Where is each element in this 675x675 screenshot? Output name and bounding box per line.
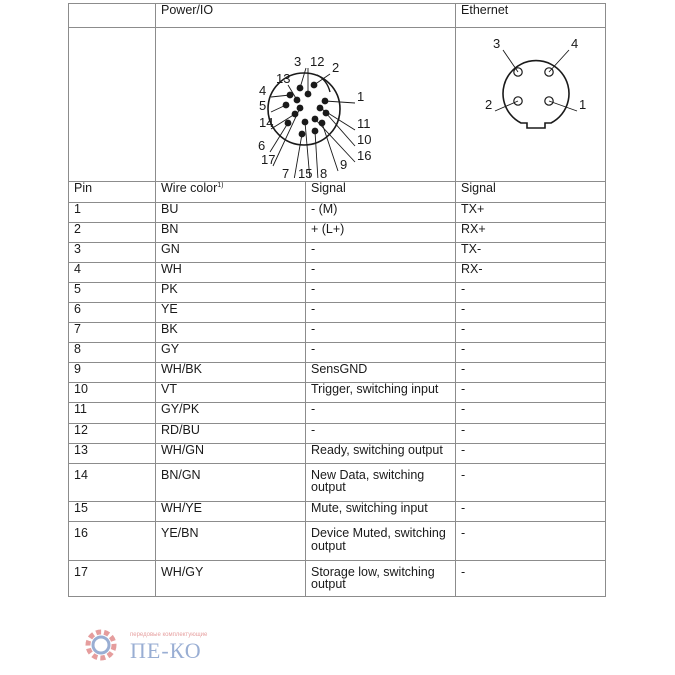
- power-signal-cell: Device Muted, switching output: [306, 522, 456, 561]
- eth-pin-1-label: 1: [579, 97, 587, 112]
- table-row: [69, 323, 606, 343]
- ethernet-signal-cell: -: [456, 282, 606, 302]
- ethernet-signal-cell: -: [456, 502, 606, 522]
- wire-color-column-header: Wire color$^{1)}$: [156, 181, 306, 202]
- footnote-mark: 1): [217, 181, 224, 189]
- pin-cell: 2: [69, 222, 156, 242]
- table-row: [69, 443, 606, 463]
- pin-column-header: Pin: [69, 181, 156, 202]
- pin-10-label: 10: [356, 132, 371, 147]
- pin-17-label: 17: [260, 152, 275, 167]
- pin-5-label: 5: [258, 98, 266, 113]
- power-signal-cell: -: [306, 262, 456, 282]
- table-row: [69, 302, 606, 322]
- pin-cell: 6: [69, 302, 156, 322]
- pin-2-label: 2: [331, 60, 339, 75]
- ethernet-signal-cell: -: [456, 560, 606, 596]
- ethernet-signal-cell: -: [456, 403, 606, 423]
- power-signal-cell: -: [306, 302, 456, 322]
- pin-17-leader: [273, 108, 300, 166]
- wire-color-cell: YE/BN: [156, 522, 306, 561]
- pin-3-label: 3: [293, 54, 301, 69]
- pin-cell: 10: [69, 383, 156, 403]
- wire-color-cell: WH/BK: [156, 363, 306, 383]
- pin-10-leader: [326, 113, 355, 146]
- pin-cell: 14: [69, 463, 156, 502]
- ethernet-signal-cell: TX+: [456, 202, 606, 222]
- pin-15-label: 15: [297, 166, 312, 178]
- table-row: [69, 222, 606, 242]
- table-row: [69, 262, 606, 282]
- pin-cell: 1: [69, 202, 156, 222]
- wire-color-cell: WH/YE: [156, 502, 306, 522]
- ethernet-signal-cell: -: [456, 323, 606, 343]
- table-row: [69, 423, 606, 443]
- eth-pin-4-leader: [549, 50, 569, 72]
- power-signal-cell: -: [306, 423, 456, 443]
- wire-color-cell: VT: [156, 383, 306, 403]
- ethernet-connector-diagram: [461, 28, 606, 178]
- wire-color-cell: YE: [156, 302, 306, 322]
- ethernet-signal-cell: TX-: [456, 242, 606, 262]
- power-connector-diagram: [231, 28, 381, 178]
- watermark-brand: ПЕ-КО: [130, 638, 202, 663]
- ethernet-signal-cell: -: [456, 522, 606, 561]
- pin-13-label: 13: [275, 71, 290, 86]
- table-row: [69, 383, 606, 403]
- pin-cell: 7: [69, 323, 156, 343]
- power-signal-cell: -: [306, 323, 456, 343]
- wire-color-cell: BU: [156, 202, 306, 222]
- pin-cell: 4: [69, 262, 156, 282]
- ethernet-signal-cell: -: [456, 302, 606, 322]
- wire-color-cell: PK: [156, 282, 306, 302]
- ethernet-signal-cell: -: [456, 463, 606, 502]
- pin-cell: 11: [69, 403, 156, 423]
- power-signal-cell: New Data, switching output: [306, 463, 456, 502]
- table-row: [69, 463, 606, 502]
- wire-color-cell: GN: [156, 242, 306, 262]
- pin-cell: 12: [69, 423, 156, 443]
- wire-color-cell: WH: [156, 262, 306, 282]
- power-signal-cell: Mute, switching input: [306, 502, 456, 522]
- ethernet-signal-cell: -: [456, 343, 606, 363]
- pin-cell: 5: [69, 282, 156, 302]
- pin-assignment-table: [68, 3, 606, 597]
- table-row: [69, 403, 606, 423]
- table-row: [69, 560, 606, 596]
- power-signal-cell: Trigger, switching input: [306, 383, 456, 403]
- ethernet-signal-cell: -: [456, 443, 606, 463]
- pin-9-label: 9: [339, 157, 347, 172]
- pin-6-label: 6: [257, 138, 265, 153]
- pin-9-leader: [322, 123, 338, 171]
- pin-cell: 8: [69, 343, 156, 363]
- ethernet-signal-cell: -: [456, 363, 606, 383]
- table-row: [69, 242, 606, 262]
- pin-8-leader: [315, 131, 318, 178]
- table-row: [69, 363, 606, 383]
- eth-pin-3-leader: [503, 50, 518, 72]
- power-signal-cell: -: [306, 242, 456, 262]
- wire-color-cell: GY/PK: [156, 403, 306, 423]
- eth-pin-2-label: 2: [485, 97, 493, 112]
- power-io-header: Power/IO: [156, 4, 456, 28]
- wire-color-cell: WH/GY: [156, 560, 306, 596]
- watermark-logo: [72, 620, 242, 670]
- connector-key-notch: [317, 75, 330, 92]
- eth-pin-4-label: 4: [571, 36, 579, 51]
- watermark-tagline: передовые комплектующие: [130, 632, 208, 638]
- table-row: [69, 343, 606, 363]
- ethernet-connector-body: [503, 61, 569, 128]
- pin-16-label: 16: [356, 148, 371, 163]
- table-row: [69, 202, 606, 222]
- pin-cell: 17: [69, 560, 156, 596]
- ethernet-signal-cell: RX+: [456, 222, 606, 242]
- table-row: [69, 282, 606, 302]
- power-signal-cell: + (L+): [306, 222, 456, 242]
- power-signal-cell: -: [306, 282, 456, 302]
- power-signal-cell: -: [306, 343, 456, 363]
- wire-color-cell: GY: [156, 343, 306, 363]
- pin-12-label: 12: [309, 54, 324, 69]
- pin-4-label: 4: [258, 83, 266, 98]
- pin-7-label: 7: [281, 166, 289, 178]
- table-row: [69, 502, 606, 522]
- pin-cell: 9: [69, 363, 156, 383]
- pin-cell: 13: [69, 443, 156, 463]
- diagram-corner-cell: [69, 28, 156, 182]
- wire-color-cell: BN: [156, 222, 306, 242]
- power-signal-cell: SensGND: [306, 363, 456, 383]
- pin-5-leader: [271, 105, 286, 112]
- power-connector-diagram-cell: [156, 28, 456, 182]
- pin-11-label: 11: [356, 116, 370, 131]
- ethernet-signal-cell: -: [456, 383, 606, 403]
- pin-cell: 16: [69, 522, 156, 561]
- table-row: [69, 522, 606, 561]
- pin-14-label: 14: [258, 115, 273, 130]
- pin-cell: 3: [69, 242, 156, 262]
- wire-color-cell: BN/GN: [156, 463, 306, 502]
- wire-color-cell: RD/BU: [156, 423, 306, 443]
- power-signal-cell: Ready, switching output: [306, 443, 456, 463]
- wire-color-cell: BK: [156, 323, 306, 343]
- power-signal-cell: Storage low, switching output: [306, 560, 456, 596]
- power-signal-cell: - (M): [306, 202, 456, 222]
- power-signal-column-header: Signal: [306, 181, 456, 202]
- corner-cell: [69, 4, 156, 28]
- ethernet-header: Ethernet: [456, 4, 606, 28]
- power-signal-cell: -: [306, 403, 456, 423]
- pin-8-label: 8: [319, 166, 327, 178]
- pin-1-label: 1: [356, 89, 364, 104]
- gear-icon: [76, 620, 126, 670]
- eth-pin-1-leader: [549, 101, 577, 111]
- wire-color-cell: WH/GN: [156, 443, 306, 463]
- pin-3-leader: [300, 68, 306, 88]
- ethernet-connector-diagram-cell: [456, 28, 606, 182]
- ethernet-signal-column-header: Signal: [456, 181, 606, 202]
- ethernet-signal-cell: -: [456, 423, 606, 443]
- ethernet-signal-cell: RX-: [456, 262, 606, 282]
- eth-pin-3-label: 3: [493, 36, 501, 51]
- pin-cell: 15: [69, 502, 156, 522]
